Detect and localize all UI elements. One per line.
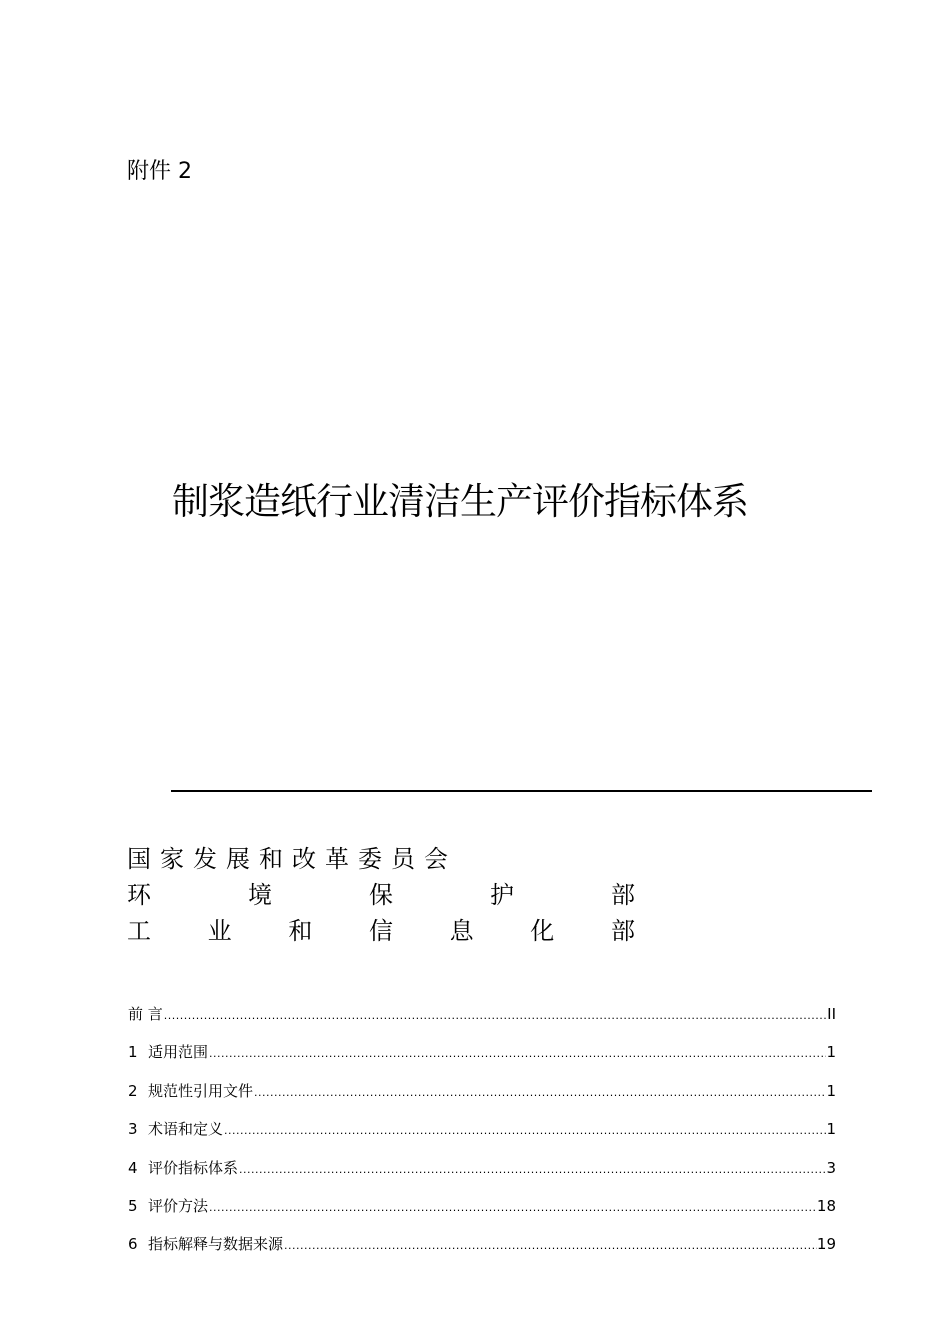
issuer-char: 和	[288, 917, 313, 945]
toc-leader-dots	[253, 1081, 826, 1105]
title-divider	[171, 790, 872, 792]
toc-entry-label: 评价方法	[148, 1196, 209, 1215]
toc-entry-page: 1	[826, 1081, 836, 1100]
toc-entry-5[interactable]	[128, 1194, 836, 1232]
toc-entry-number: 1	[128, 1043, 138, 1062]
toc-entry-label: 前 言	[128, 1005, 163, 1023]
toc-entry-page: 1	[826, 1043, 836, 1062]
toc-entry-number: 6	[128, 1235, 138, 1254]
issuer-char: 护	[490, 881, 514, 909]
toc-entry-number: 3	[128, 1120, 138, 1139]
toc-entry-3[interactable]	[128, 1117, 836, 1155]
toc-entry-label: 术语和定义	[148, 1120, 224, 1139]
toc-entry-number: 4	[128, 1158, 138, 1177]
toc-entry-label: 评价指标体系	[148, 1158, 239, 1177]
issuer-mep	[127, 878, 635, 912]
toc-entry-number: 5	[128, 1196, 138, 1215]
toc-entry-page: 1	[826, 1120, 836, 1139]
toc-entry-6[interactable]	[128, 1232, 836, 1270]
toc-leader-dots	[208, 1042, 826, 1066]
toc-entry-1[interactable]	[128, 1040, 836, 1078]
issuer-ndrc: 国家发展和改革委员会	[127, 845, 457, 873]
issuer-char: 工	[127, 917, 151, 945]
toc-entry-label: 规范性引用文件	[148, 1081, 254, 1100]
issuer-char: 息	[449, 917, 474, 945]
document-title: 制浆造纸行业清洁生产评价指标体系	[172, 480, 748, 523]
toc-leader-dots	[163, 1004, 827, 1028]
attachment-label: 附件 2	[127, 159, 192, 184]
issuer-char: 保	[369, 881, 393, 909]
issuer-char: 境	[248, 881, 272, 909]
toc-entry-page: II	[827, 1005, 836, 1023]
toc-entry-preface[interactable]	[128, 1002, 836, 1040]
toc-entry-4[interactable]	[128, 1156, 836, 1194]
toc-entry-label: 指标解释与数据来源	[148, 1235, 284, 1254]
toc-entry-page: 3	[826, 1158, 836, 1177]
table-of-contents	[128, 1002, 836, 1271]
toc-entry-number: 2	[128, 1081, 138, 1100]
toc-leader-dots	[238, 1158, 826, 1182]
issuer-miit	[127, 914, 635, 948]
toc-leader-dots	[208, 1196, 817, 1220]
issuer-char: 部	[611, 881, 635, 909]
toc-leader-dots	[223, 1119, 826, 1143]
toc-entry-page: 18	[816, 1196, 836, 1215]
issuer-char: 化	[530, 917, 555, 945]
toc-entry-2[interactable]	[128, 1079, 836, 1117]
toc-entry-page: 19	[816, 1235, 836, 1254]
issuer-char: 业	[207, 917, 232, 945]
toc-leader-dots	[283, 1234, 817, 1258]
issuer-char: 环	[127, 881, 151, 909]
issuer-char: 部	[610, 917, 635, 945]
issuer-char: 信	[368, 917, 393, 945]
toc-entry-label: 适用范围	[148, 1043, 209, 1062]
